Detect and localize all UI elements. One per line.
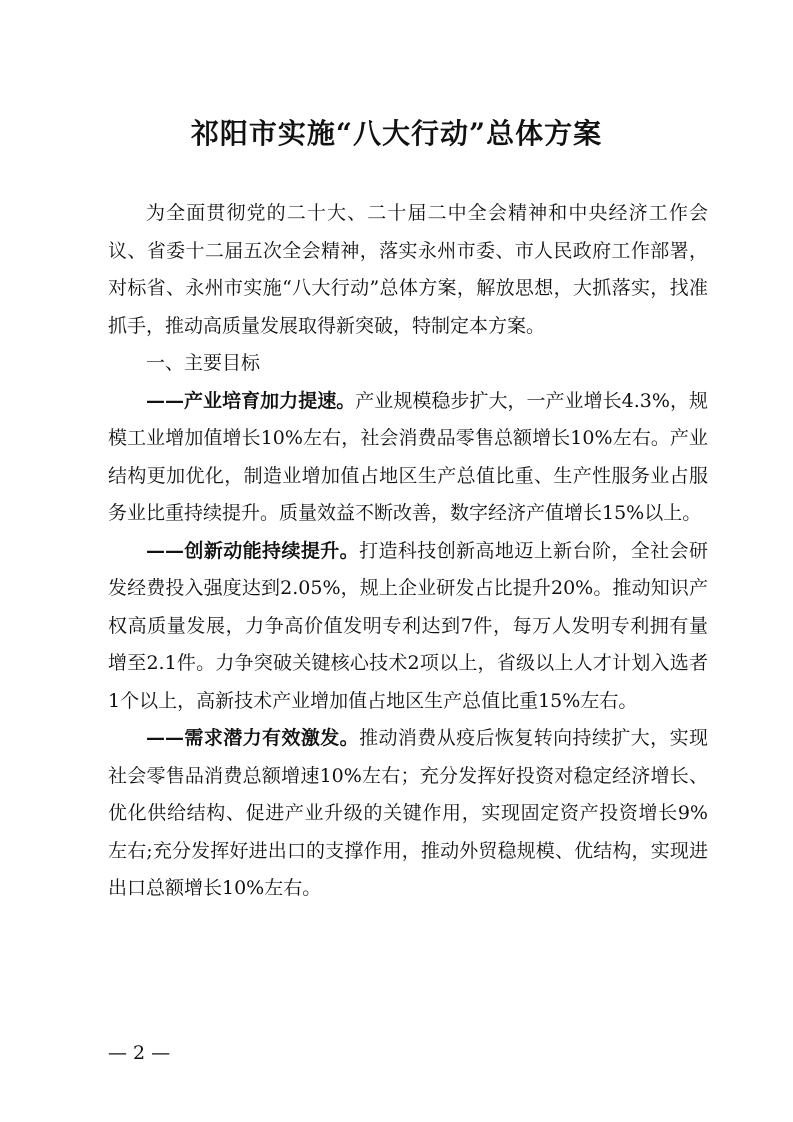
goal-text: 打造科技创新高地迈上新台阶，全社会研发经费投入强度达到2.05%，规上企业研发占比提升20%。推动知识产权高质量发展，力争高价值发明专利达到7件，每万人发明专利拥有量增至2.1件。力争突破关键核心技术2项以上，省级以上人才计划入选者1个以上，高新技术产业增加值占地区生产总值比重15%左右。 [108,539,708,712]
goal-paragraph [108,383,708,533]
goal-lead: ——需求潜力有效激发。 [146,727,360,749]
goal-paragraph [108,720,708,908]
goal-lead: ——创新动能持续提升。 [146,539,360,562]
goal-lead: ——产业培育加力提速。 [146,389,356,412]
goal-text: 推动消费从疫后恢复转向持续扩大，实现社会零售品消费总额增速10%左右；充分发挥好投资对稳定经济增长、优化供给结构、促进产业升级的关键作用，实现固定资产投资增长9%左右;充分发挥好进出口的支撑作用，推动外贸稳规模、优结构，实现进出口总额增长10%左右。 [108,727,708,899]
intro-paragraph: 为全面贯彻党的二十大、二十届二中全会精神和中央经济工作会议、省委十二届五次全会精神，落实永州市委、市人民政府工作部署，对标省、永州市实施“八大行动”总体方案，解放思想，大抓落实，找准抓手，推动高质量发展取得新突破，特制定本方案。 [108,202,708,337]
section-heading: 一、主要目标 [146,352,261,374]
goal-text: 产业规模稳步扩大，一产业增长4.3%，规模工业增加值增长10%左右，社会消费品零售总额增长10%左右。产业结构更加优化，制造业增加值占地区生产总值比重、生产性服务业占服务业比重持续提升。质量效益不断改善，数字经济产值增长15%以上。 [108,389,708,524]
document-body [108,195,708,908]
page-number: — 2 — [108,1042,171,1064]
goal-paragraph [108,533,708,721]
document-title: 祁阳市实施“八大行动”总体方案 [190,117,603,150]
